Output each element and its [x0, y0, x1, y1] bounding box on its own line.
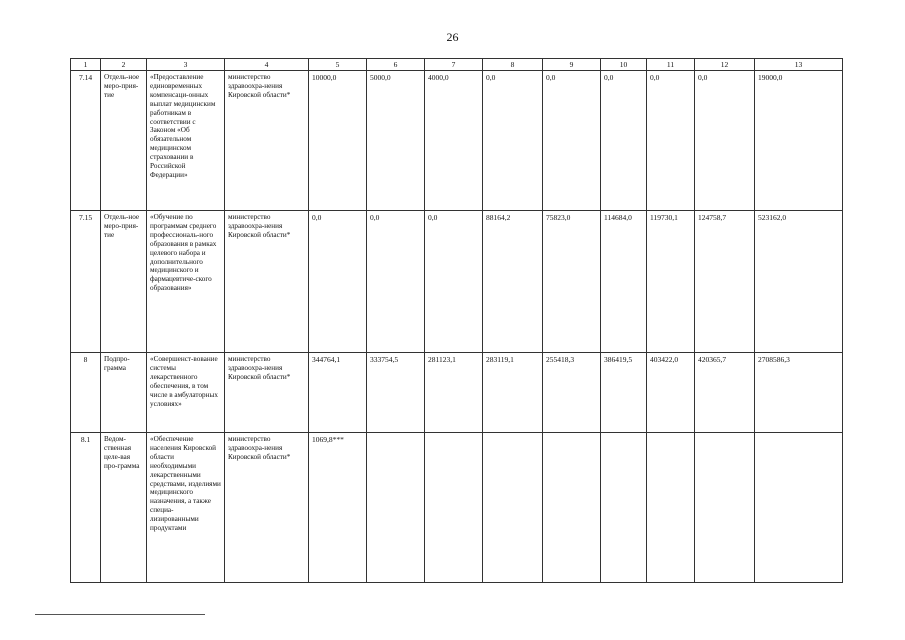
column-header: 9: [543, 59, 601, 71]
table-row: [71, 433, 843, 583]
row-type: Отдель-ное меро-прия-тие: [101, 211, 147, 353]
row-name: «Предоставление единовременных компенсаци-онных выплат медицинским работникам в соответствии с Законом «Об обязательном медицинском страховании в Российской Федерации»: [147, 71, 225, 211]
column-header: 10: [601, 59, 647, 71]
row-type: Ведом-ственная целе-вая про-грамма: [101, 433, 147, 583]
row-value: 344764,1: [309, 353, 367, 433]
row-number: 8.1: [71, 433, 101, 583]
row-value: 75823,0: [543, 211, 601, 353]
column-header: 11: [647, 59, 695, 71]
row-executor: министерство здравоохра-нения Кировской области*: [225, 71, 309, 211]
column-header: 7: [425, 59, 483, 71]
program-funding-table: [70, 58, 843, 583]
page-number: 26: [446, 30, 459, 44]
row-value: [647, 433, 695, 583]
row-value: 5000,0: [367, 71, 425, 211]
row-value: 2708586,3: [755, 353, 843, 433]
row-number: 8: [71, 353, 101, 433]
footnote-separator: [35, 614, 205, 615]
row-value: 0,0: [601, 71, 647, 211]
row-value: 0,0: [543, 71, 601, 211]
table-row: [71, 353, 843, 433]
header-row: [71, 59, 843, 71]
row-value: 119730,1: [647, 211, 695, 353]
row-name: «Обучение по программам среднего профессиональ-ного образования в рамках целевого набора и дополнительного медицинского и фармацевтиче-ского образования»: [147, 211, 225, 353]
row-value: [425, 433, 483, 583]
row-value: 1069,8***: [309, 433, 367, 583]
row-value: 4000,0: [425, 71, 483, 211]
column-header: 12: [695, 59, 755, 71]
row-value: 255418,3: [543, 353, 601, 433]
column-header: 3: [147, 59, 225, 71]
row-executor: министерство здравоохра-нения Кировской области*: [225, 353, 309, 433]
row-value: 124758,7: [695, 211, 755, 353]
row-value: 0,0: [367, 211, 425, 353]
row-value: [601, 433, 647, 583]
row-value: 0,0: [483, 71, 543, 211]
row-executor: министерство здравоохра-нения Кировской области*: [225, 433, 309, 583]
row-value: [367, 433, 425, 583]
row-value: 281123,1: [425, 353, 483, 433]
row-value: [543, 433, 601, 583]
column-header: 13: [755, 59, 843, 71]
row-value: 10000,0: [309, 71, 367, 211]
row-executor: министерство здравоохра-нения Кировской области*: [225, 211, 309, 353]
row-value: 19000,0: [755, 71, 843, 211]
row-value: [695, 433, 755, 583]
column-header: 4: [225, 59, 309, 71]
row-value: [483, 433, 543, 583]
row-value: [755, 433, 843, 583]
row-value: 523162,0: [755, 211, 843, 353]
table-row: [71, 211, 843, 353]
row-number: 7.15: [71, 211, 101, 353]
column-header: 5: [309, 59, 367, 71]
row-value: 420365,7: [695, 353, 755, 433]
row-value: 0,0: [695, 71, 755, 211]
column-header: 6: [367, 59, 425, 71]
row-value: 0,0: [425, 211, 483, 353]
row-number: 7.14: [71, 71, 101, 211]
row-value: 333754,5: [367, 353, 425, 433]
row-value: 283119,1: [483, 353, 543, 433]
row-value: 88164,2: [483, 211, 543, 353]
row-value: 0,0: [309, 211, 367, 353]
row-name: «Обеспечение населения Кировской области необходимыми лекарственными средствами, изделиями медицинского назначения, а также специа-лизированными продуктами: [147, 433, 225, 583]
row-type: Подпро-грамма: [101, 353, 147, 433]
row-type: Отдель-ное меро-прия-тие: [101, 71, 147, 211]
column-header: 2: [101, 59, 147, 71]
row-value: 0,0: [647, 71, 695, 211]
row-value: 114684,0: [601, 211, 647, 353]
column-header: 1: [71, 59, 101, 71]
row-value: 386419,5: [601, 353, 647, 433]
column-header: 8: [483, 59, 543, 71]
table-row: [71, 71, 843, 211]
row-name: «Совершенст-вование системы лекарственного обеспечения, в том числе в амбулаторных условиях»: [147, 353, 225, 433]
row-value: 403422,0: [647, 353, 695, 433]
